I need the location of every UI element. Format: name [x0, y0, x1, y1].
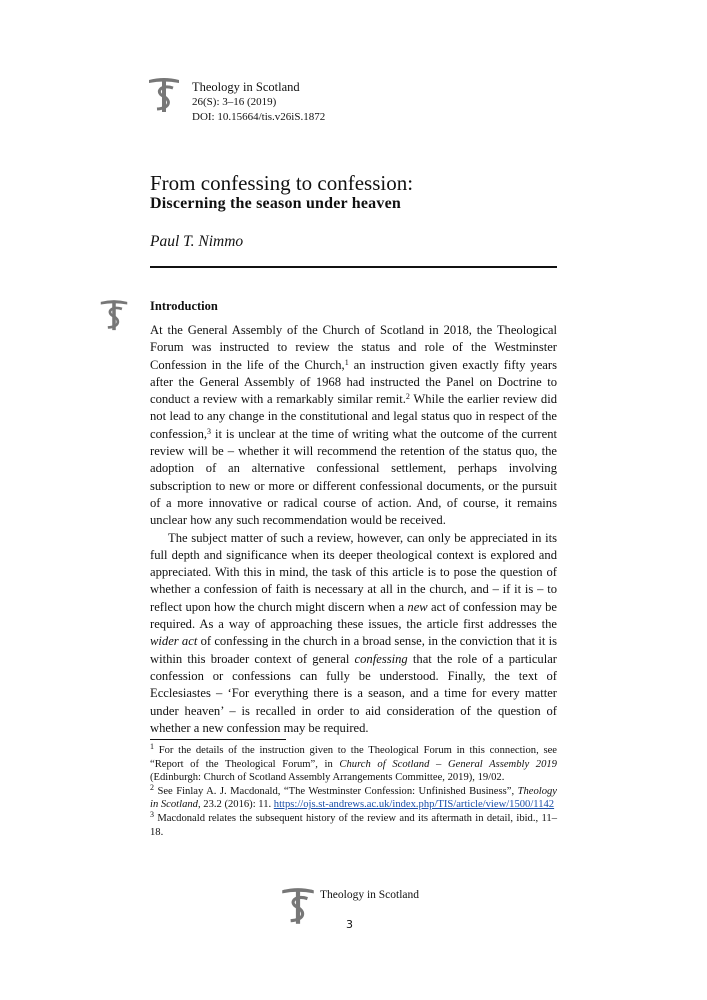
paragraph-2: The subject matter of such a review, however, can only be appreciated in its full depth and significance when its deeper theological context is explored and appreciated. With this in mind, the task of this article is to pose the question of whether a confession of faith is necessary at all in the church, and – if it is – to reflect upon how the church might discern when a new act of confession may be required. As a way of approaching these issues, the article first addresses the wider act of confessing in the church in a broad sense, in the conviction that it is within this broader context of general confessing that the role of a particular confession or confessions can fully be understood. Finally, the text of Ecclesiastes – ‘For everything there is a season, and a time for every matter under heaven’ – is recalled in order to aid consideration of the question of whether a new confession may be required. — [150, 530, 558, 735]
footer-logo-icon — [280, 886, 316, 928]
paragraph-1: At the General Assembly of the Church of Scotland in 2018, the Theological Forum was instructed to review the status and role of the Westminster Confession in the life of the Church,$^1$ an instruction given exactly fifty years after the General Assembly of 1968 had instructed the Panel on Doctrine to conduct a review with a remarkably similar remit.$^2$ While the earlier review did not lead to any change in the constitutional and legal status quo in respect of the confession,$^3$ it is unclear at the time of writing what the outcome of the current review will be – whether it will recommend the retention of the status quo, the adoption of an alternative confessional settlement, perhaps involving subscription to new or more or different confessional documents, or the pursuit of a more innovative or radical course of action. And, of course, it remains unclear how any such recommendation would be received. — [150, 323, 557, 528]
body-text — [150, 322, 557, 737]
footnote-1: $^1$ For the details of the instruction given to the Theological Forum in this connection, see “Report of the Theological Forum”, in Church of Scotland – General Assembly 2019 (Edinburgh: Church of Scotland Assembly Arrangements Committee, 2019), 19/02. — [150, 742, 557, 784]
footnote-2: $^2$ See Finlay A. J. Macdonald, “The Westminster Confession: Unfinished Business”, Theology in Scotland, 23.2 (2016): 11. https://ojs.st-andrews.ac.uk/index.php/TIS/article/view/1500/1142 — [150, 782, 557, 811]
footnote-ref-3[interactable]: 3 — [207, 426, 212, 436]
footnote-ref-2[interactable]: 2 — [405, 392, 410, 402]
margin-logo-icon — [99, 298, 129, 334]
footnotes — [150, 744, 557, 839]
footnote-2-link[interactable]: https://ojs.st-andrews.ac.uk/index.php/TIS/article/view/1500/1142 — [273, 799, 555, 811]
footnote-ref-1[interactable]: 1 — [344, 357, 349, 367]
journal-name: Theology in Scotland — [192, 80, 300, 94]
doi: DOI: 10.15664/tis.v26iS.1872 — [192, 111, 326, 123]
footnote-divider — [150, 739, 286, 740]
article-subtitle: Discerning the season under heaven — [150, 195, 401, 212]
article-title: From confessing to confession: — [150, 171, 414, 195]
footnote-3: $^3$ Macdonald relates the subsequent history of the review and its aftermath in detail, ibid., 11–18. — [150, 809, 557, 838]
journal-logo-icon — [147, 76, 181, 116]
title-divider — [150, 266, 557, 268]
section-heading: Introduction — [150, 299, 218, 313]
page-number: 3 — [346, 918, 353, 931]
volume-pages: 26(S): 3–16 (2019) — [192, 96, 277, 108]
journal-info — [192, 80, 325, 125]
article-author: Paul T. Nimmo — [150, 233, 244, 250]
footer-journal-name: Theology in Scotland — [320, 889, 420, 901]
